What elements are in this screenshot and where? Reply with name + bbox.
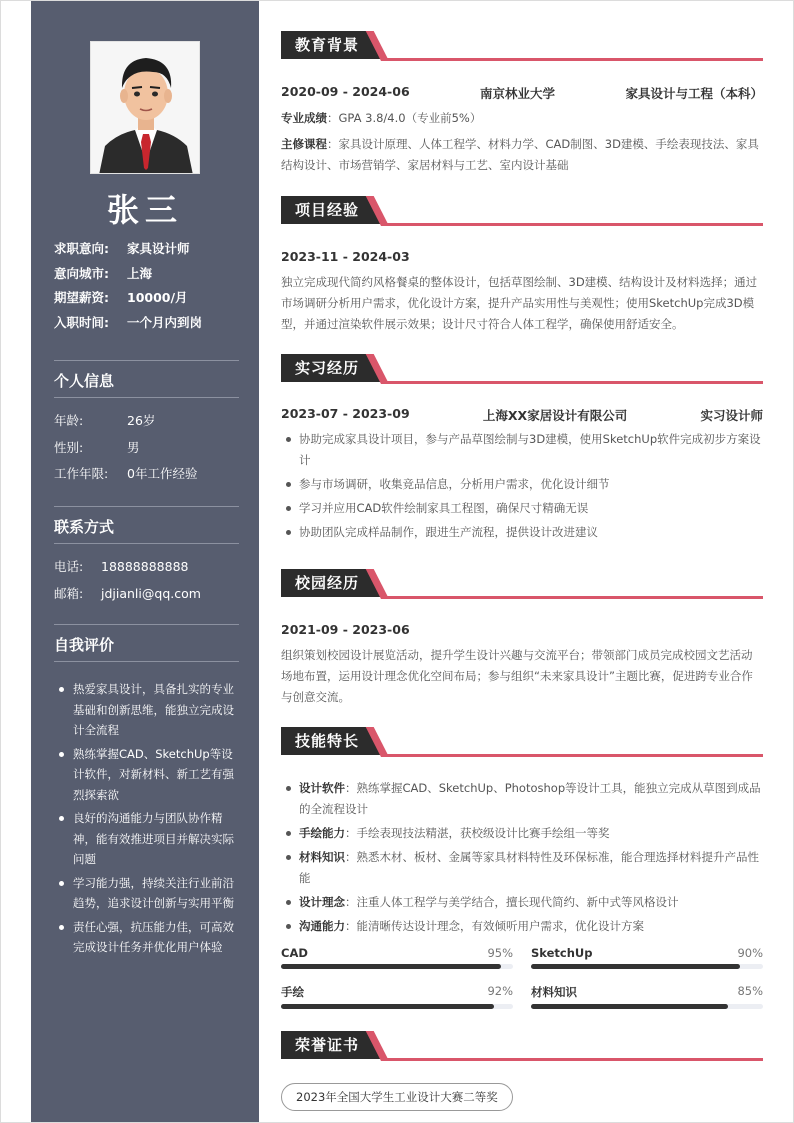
project-desc: 独立完成现代简约风格餐桌的整体设计，包括草图绘制、3D建模、结构设计及材料选择；通过市场调研分析用户需求，优化设计方案，提升产品实用性与美观性；使用SketchUp完成3D模型，并通过渲染软件展示效果；设计尺寸符合人体工程学，确保使用舒适安全。 bbox=[281, 275, 758, 331]
divider bbox=[54, 397, 239, 398]
section-header-campus: 校园经历 bbox=[281, 569, 763, 601]
project-row: 2023-11 - 2024-03 bbox=[281, 249, 410, 264]
intent-row: 期望薪资: 10000/月 bbox=[54, 290, 188, 305]
contact-list bbox=[54, 554, 244, 607]
skill-bar-cad: CAD 95% bbox=[281, 946, 513, 969]
profile-photo bbox=[90, 41, 200, 174]
list-item: 协助完成家具设计项目，参与产品草图绘制与3D建模，使用SketchUp软件完成初步方案设计 bbox=[281, 429, 763, 471]
skill-fill bbox=[531, 964, 740, 969]
phone-row: 电话: 18888888888 bbox=[54, 559, 189, 574]
list-item: 热爱家具设计，具备扎实的专业基础和创新思维，能独立完成设计全流程 bbox=[55, 679, 243, 741]
campus-desc: 组织策划校园设计展览活动，提升学生设计兴趣与交流平台；带领部门成员完成校园文艺活动场地布置，运用设计理念优化空间布局；参与组织“未来家具设计”主题比赛，促进跨专业合作与创意交流。 bbox=[281, 648, 753, 704]
list-item: 手绘能力：手绘表现技法精湛，获校级设计比赛手绘组一等奖 bbox=[281, 823, 763, 844]
skill-bar-sketchup: SketchUp 90% bbox=[531, 946, 763, 969]
list-item: 参与市场调研，收集竞品信息，分析用户需求，优化设计细节 bbox=[281, 474, 763, 495]
self-eval-title: 自我评价 bbox=[54, 636, 115, 654]
section-header-internship: 实习经历 bbox=[281, 354, 763, 386]
list-item: 熟练掌握CAD、SketchUp等设计软件，对新材料、新工艺有强烈探索欲 bbox=[55, 744, 243, 806]
skill-bar-hand-drawing: 手绘 92% bbox=[281, 984, 513, 1009]
divider bbox=[54, 506, 239, 507]
info-row: 性别: 男 bbox=[54, 439, 140, 455]
intent-row: 求职意向: 家具设计师 bbox=[54, 241, 190, 256]
list-item: 设计理念：注重人体工程学与美学结合，擅长现代简约、新中式等风格设计 bbox=[281, 892, 763, 913]
section-header-education: 教育背景 bbox=[281, 31, 763, 63]
list-item: 沟通能力：能清晰传达设计理念，有效倾听用户需求，优化设计方案 bbox=[281, 916, 763, 937]
divider bbox=[54, 624, 239, 625]
section-header-project: 项目经验 bbox=[281, 196, 763, 228]
internship-list bbox=[281, 429, 763, 546]
divider bbox=[54, 360, 239, 361]
personal-info-title: 个人信息 bbox=[54, 372, 115, 390]
candidate-name: 张三 bbox=[106, 191, 183, 229]
section-header-honors: 荣誉证书 bbox=[281, 1031, 763, 1063]
info-row: 年龄: 26岁 bbox=[54, 413, 156, 428]
contact-title: 联系方式 bbox=[54, 518, 115, 536]
intent-row: 意向城市: 上海 bbox=[54, 265, 153, 281]
email-row: 邮箱: jdjianli@qq.com bbox=[54, 585, 201, 601]
education-row: 2020-09 - 2024-06 南京林业大学 家具设计与工程（本科） bbox=[281, 84, 763, 101]
list-item: 材料知识：熟悉木材、板材、金属等家具材料特性及环保标准，能合理选择材料提升产品性能 bbox=[281, 847, 763, 889]
skills-list bbox=[281, 778, 763, 940]
self-eval-list bbox=[55, 679, 243, 961]
job-intent-list bbox=[54, 237, 244, 335]
honor-badge: 2023年全国大学生工业设计大赛二等奖 bbox=[281, 1083, 513, 1111]
skill-fill bbox=[281, 964, 501, 969]
list-item: 学习能力强，持续关注行业前沿趋势，追求设计创新与实用平衡 bbox=[55, 873, 243, 914]
campus-row: 2021-09 - 2023-06 bbox=[281, 622, 410, 637]
info-row: 工作年限: 0年工作经验 bbox=[54, 466, 198, 481]
list-item: 责任心强，抗压能力佳，可高效完成设计任务并优化用户体验 bbox=[55, 917, 243, 958]
personal-info-list bbox=[54, 408, 244, 488]
skill-fill bbox=[531, 1004, 728, 1009]
intent-row: 入职时间: 一个月内到岗 bbox=[54, 314, 203, 330]
internship-row: 2023-07 - 2023-09 上海XX家居设计有限公司 实习设计师 bbox=[281, 406, 763, 423]
education-courses: 主修课程：家具设计原理、人体工程学、材料力学、CAD制图、3D建模、手绘表现技法、家具结构设计、市场营销学、家居材料与工艺、室内设计基础 bbox=[281, 137, 759, 172]
list-item: 学习并应用CAD软件绘制家具工程图，确保尺寸精确无误 bbox=[281, 498, 763, 519]
divider bbox=[54, 661, 239, 662]
education-grade: 专业成绩：GPA 3.8/4.0（专业前5%） bbox=[281, 111, 482, 125]
list-item: 协助团队完成样品制作，跟进生产流程，提供设计改进建议 bbox=[281, 522, 763, 543]
section-header-skills: 技能特长 bbox=[281, 727, 763, 759]
list-item: 设计软件：熟练掌握CAD、SketchUp、Photoshop等设计工具，能独立完成从草图到成品的全流程设计 bbox=[281, 778, 763, 820]
skill-fill bbox=[281, 1004, 494, 1009]
sidebar bbox=[31, 1, 259, 1122]
skill-bar-materials: 材料知识 85% bbox=[531, 984, 763, 1009]
list-item: 良好的沟通能力与团队协作精神，能有效推进项目并解决实际问题 bbox=[55, 808, 243, 870]
divider bbox=[54, 543, 239, 544]
